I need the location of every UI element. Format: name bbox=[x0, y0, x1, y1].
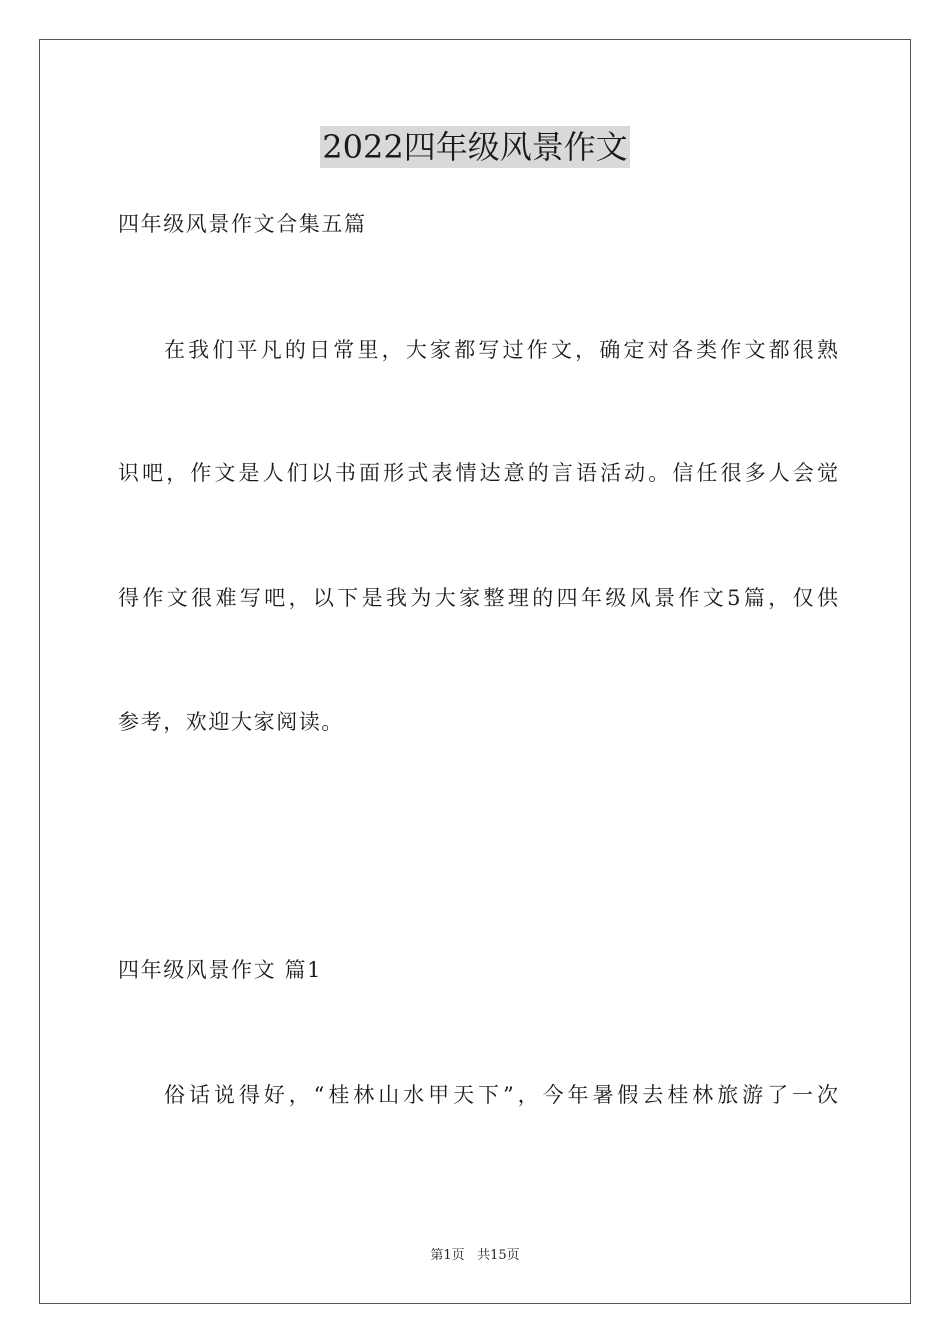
document-title-text: 2022四年级风景作文 bbox=[322, 128, 628, 166]
document-title bbox=[0, 126, 950, 168]
document-subtitle: 四年级风景作文合集五篇 bbox=[118, 212, 367, 236]
page-total: 共15页 bbox=[477, 1248, 520, 1263]
intro-line-1: 在我们平凡的日常里，大家都写过作文，确定对各类作文都很熟 bbox=[164, 338, 838, 362]
section-line-1: 俗话说得好，“桂林山水甲天下”，今年暑假去桂林旅游了一次 bbox=[164, 1083, 838, 1107]
page-footer bbox=[0, 1247, 950, 1265]
intro-line-4: 参考，欢迎大家阅读。 bbox=[118, 710, 344, 734]
intro-line-3: 得作文很难写吧，以下是我为大家整理的四年级风景作文5篇，仅供 bbox=[118, 586, 838, 610]
intro-line-2: 识吧，作文是人们以书面形式表情达意的言语活动。信任很多人会觉 bbox=[118, 461, 838, 485]
section-heading: 四年级风景作文 篇1 bbox=[118, 958, 323, 982]
page-number: 第1页 bbox=[430, 1248, 465, 1263]
